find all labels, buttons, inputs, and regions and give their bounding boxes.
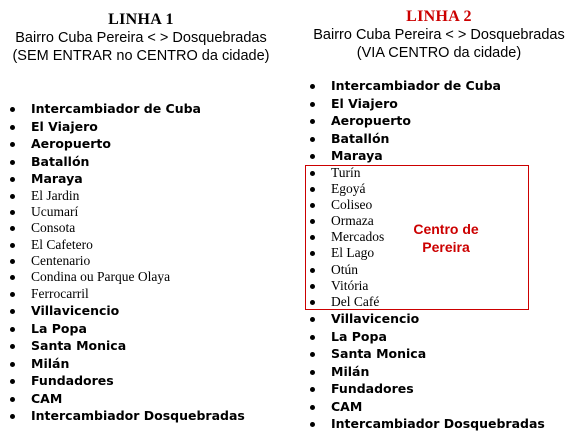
city-center-label-line-1: Centro de bbox=[413, 221, 479, 237]
stop-item: Del Café bbox=[300, 294, 545, 310]
stop-item: Intercambiador de Cuba bbox=[300, 77, 545, 95]
stop-item: Centenario bbox=[0, 253, 245, 269]
stop-item: Turín bbox=[300, 165, 545, 181]
stop-item: Condina ou Parque Olaya bbox=[0, 269, 245, 285]
stop-item: Batallón bbox=[300, 130, 545, 148]
line-1-title: LINHA 1 bbox=[108, 11, 174, 28]
stop-item: Santa Monica bbox=[300, 345, 545, 363]
line-2-column bbox=[300, 0, 578, 432]
stop-item: Intercambiador Dosquebradas bbox=[300, 415, 545, 433]
city-center-label bbox=[406, 220, 486, 256]
stop-item: Milán bbox=[300, 363, 545, 381]
city-center-label-line-2: Pereira bbox=[422, 239, 470, 255]
line-1-column bbox=[0, 0, 282, 424]
line-2-route: Bairro Cuba Pereira < > Dosquebradas bbox=[313, 27, 565, 43]
stop-item: Coliseo bbox=[300, 197, 545, 213]
stop-item: Ormaza bbox=[300, 213, 545, 229]
line-1-header bbox=[0, 11, 282, 65]
stop-item: CAM bbox=[0, 390, 245, 408]
stop-item: La Popa bbox=[300, 328, 545, 346]
stop-item: Intercambiador de Cuba bbox=[0, 100, 245, 118]
stop-item: Fundadores bbox=[0, 372, 245, 390]
stop-item: El Viajero bbox=[0, 118, 245, 136]
stop-item: Batallón bbox=[0, 153, 245, 171]
line-2-header bbox=[300, 8, 578, 62]
stop-item: El Cafetero bbox=[0, 237, 245, 253]
stop-item: Intercambiador Dosquebradas bbox=[0, 407, 245, 425]
stop-item: Consota bbox=[0, 220, 245, 236]
line-1-note: (SEM ENTRAR no CENTRO da cidade) bbox=[12, 48, 270, 64]
line-2-title: LINHA 2 bbox=[406, 8, 472, 25]
line-2-note: (VIA CENTRO da cidade) bbox=[356, 45, 522, 61]
stop-item: Santa Monica bbox=[0, 337, 245, 355]
stop-item: Maraya bbox=[300, 147, 545, 165]
stop-item: El Jardin bbox=[0, 188, 245, 204]
stop-item: Mercados bbox=[300, 229, 545, 245]
stop-item: Milán bbox=[0, 355, 245, 373]
stop-item: El Lago bbox=[300, 245, 545, 261]
stop-item: Egoyá bbox=[300, 181, 545, 197]
stop-item: Villavicencio bbox=[300, 310, 545, 328]
line-1-stop-list bbox=[0, 100, 245, 425]
stop-item: Aeropuerto bbox=[300, 112, 545, 130]
stop-item: La Popa bbox=[0, 320, 245, 338]
stop-item: Aeropuerto bbox=[0, 135, 245, 153]
stop-item: Fundadores bbox=[300, 380, 545, 398]
stop-item: El Viajero bbox=[300, 95, 545, 113]
stop-item: Vitória bbox=[300, 278, 545, 294]
stop-item: Maraya bbox=[0, 170, 245, 188]
stop-item: CAM bbox=[300, 398, 545, 416]
stop-item: Ucumarí bbox=[0, 204, 245, 220]
stop-item: Otún bbox=[300, 262, 545, 278]
line-1-route: Bairro Cuba Pereira < > Dosquebradas bbox=[15, 30, 267, 46]
stop-item: Ferrocarril bbox=[0, 286, 245, 302]
stop-item: Villavicencio bbox=[0, 302, 245, 320]
